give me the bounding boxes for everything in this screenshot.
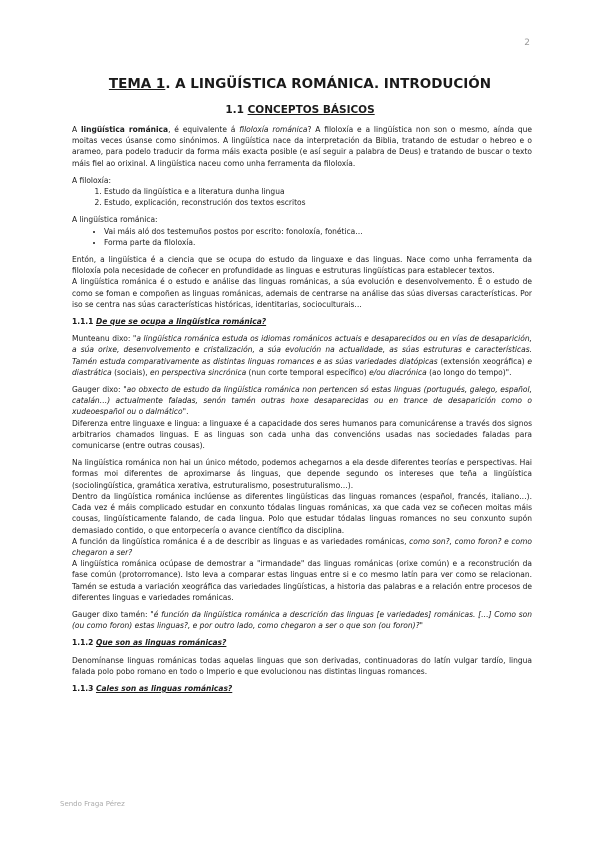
paragraph: A lingüística románica é o estudo e análise das linguas románicas, a súa evolución e desenvolvemento. É o estudo de como se foman e compoñen as linguas románicas, ademais de centrarse na análise das súas diversas características. Por iso se centra nas súas características históricas, identitarias, socioculturais… [72, 277, 532, 309]
paragraph [72, 333, 532, 378]
text: (extensión xeográfica) [437, 356, 528, 366]
subsection-title: De que se ocupa a lingüística románica? [95, 317, 267, 327]
term-italic: filoloxía románica [239, 125, 308, 134]
quote-italic: en perspectiva sincrónica [150, 367, 247, 377]
paragraph [72, 124, 532, 169]
document-body [72, 124, 532, 700]
list-item: 2. Estudo, explicación, reconstrución dos textos escritos [104, 197, 532, 208]
text: " [419, 621, 423, 631]
title-rest: . A LINGÜÍSTICA ROMÁNICA. INTRODUCIÓN [165, 76, 492, 92]
list-label: A lingüística románica: [72, 215, 158, 225]
subsection-number: 1.1.2 [72, 638, 96, 648]
text: Gauger dixo: " [72, 385, 127, 395]
section-title: CONCEPTOS BÁSICOS [247, 104, 375, 116]
paragraph: A lingüística románica ocúpase de demostrar a "irmandade" das linguas románicas (orixe común) e a reconstrución da fase común (protorromance). Isto leva a comparar estas linguas entre si e co mesmo latín para ver como se relacionan. Tamén se estuda a variación xeográfica das variedades lingüísticas, a historia das palabras e a relación entre procesos de diferentes linguas e variedades románicas. [72, 559, 532, 602]
subsection-title: Cales son as linguas románicas? [95, 683, 233, 693]
section-number: 1.1 [225, 104, 248, 116]
paragraph [72, 536, 532, 558]
text: (sociais), [111, 367, 151, 377]
subsection-number: 1.1.1 [72, 317, 96, 327]
subsection-heading [72, 683, 532, 694]
text: A [72, 125, 81, 134]
paragraph: Denomínanse linguas románicas todas aquelas linguas que son derivadas, continuadoras do latín vulgar tardío, lingua falada polo pobo romano en todo o Imperio e que evolucionou nas distintas linguas romances. [72, 655, 532, 676]
section-heading [0, 104, 600, 116]
paragraph: Entón, a lingüística é a ciencia que se ocupa do estudo da linguaxe e das linguas. Nace como unha ferramenta da filoloxía pola necesidade de coñecer en profundidade as linguas e estruturas lingüísticas para establecer textos. [72, 255, 532, 276]
list-item: • Vai máis aló dos testemuños postos por escrito: fonoloxía, fonética… [104, 226, 532, 237]
numbered-list [72, 186, 532, 208]
quote-italic: a lingüística románica estuda os idiomas románicos actuais e desaparecidos ou en vías de desaparición, a súa orixe, desenvolvemento e cristalización, a súa evolución na actualidade, as súas estruturas e características. Tamén estuda comparativamente as distintas linguas romances e as súas variedades diatópicas [72, 334, 532, 366]
text: ". [182, 407, 189, 417]
page-footer: Sendo Fraga Pérez [60, 800, 125, 808]
page-title [0, 76, 600, 92]
bullet-list [72, 226, 532, 248]
list-label: A filoloxía: [72, 175, 111, 185]
term-bold: lingüística románica [80, 125, 169, 134]
paragraph: Na lingüística románica non hai un único método, podemos achegarnos a ela desde diferentes teorías e perspectivas. Hai formas moi diferentes de aproximarse ás linguas, que depende segundo os intereses que teña a lingüística (sociolingüística, gramática xerativa, estruturalismo, posestruturalismo…). [72, 458, 532, 490]
text: Munteanu dixo: " [72, 334, 137, 344]
quote-italic: ao obxecto de estudo da lingüística románica non pertencen só estas linguas (portugués, galego, español, catalán…) actualmente faladas, senón tamén outras hoxe desaparecidas ou en trance de desaparición como o xudeoespañol ou o dalmático [72, 385, 532, 417]
quote-italic: e diastrática [72, 356, 532, 377]
subsection-number: 1.1.3 [72, 683, 96, 693]
quote-italic: é función da lingüística románica a descrición das linguas [e variedades] románicas. […] Como son (ou como foron) estas linguas?, e por outro lado, como chegaron a ser o que son (ou foron)? [72, 609, 532, 631]
paragraph [72, 609, 532, 631]
list-item: 1. Estudo da lingüística e a literatura dunha lingua [104, 186, 532, 197]
subsection-title: Que son as linguas románicas? [95, 638, 227, 648]
text: A función da lingüística románica é a de describir as linguas e as variedades románicas, [72, 536, 410, 546]
paragraph: Diferenza entre linguaxe e lingua: a linguaxe é a capacidade dos seres humanos para comunicárense a través dos signos arbitrarios chamados linguas. E as linguas son cada unha das convencións usadas nas sociedades faladas para comunicarse (entre outras cousas). [72, 418, 532, 451]
paragraph: Dentro da lingüística románica inclúense as diferentes lingüísticas das linguas romances (español, francés, italiano…). Cada vez é máis complicado estudar en conxunto tódalas linguas románicas, xa que cada vez se coñecen moitas máis cousas, lingüísticamente falando, de cada lingua. Polo que estudar tódalas linguas romances no seu conxunto supón demasiado contido, o que entorpecería o avance científico da disciplina. [72, 491, 532, 535]
page-number: 2 [524, 38, 530, 48]
text: Gauger dixo tamén: " [72, 609, 154, 619]
subsection-heading [72, 316, 532, 327]
text: ? A filoloxía e a lingüística non son o mesmo, aínda que moitas veces úsanse como sinónimos. A lingüística nace da interpretación da Biblia, tratando de estudar o hebreo e o arameo, para podelo traducir da forma máis exacta posible (e así seguir a palabra de Deus) e tratando de buscar o texto máis fiel ao orixinal. A lingüística naceu como unha ferramenta da filoloxía. [72, 125, 532, 168]
list-item: • Forma parte da filoloxía. [104, 237, 532, 248]
text: (ao longo do tempo)". [426, 367, 512, 377]
quote-italic: e/ou diacrónica [369, 367, 427, 377]
subsection-heading [72, 637, 532, 648]
question-italic: como son?, como foron? e como chegaron a ser? [72, 536, 532, 557]
paragraph [72, 384, 532, 418]
text: (nun corte temporal específico) [246, 367, 370, 377]
title-prefix: TEMA 1 [108, 76, 166, 92]
text: , é equivalente á [168, 125, 240, 134]
